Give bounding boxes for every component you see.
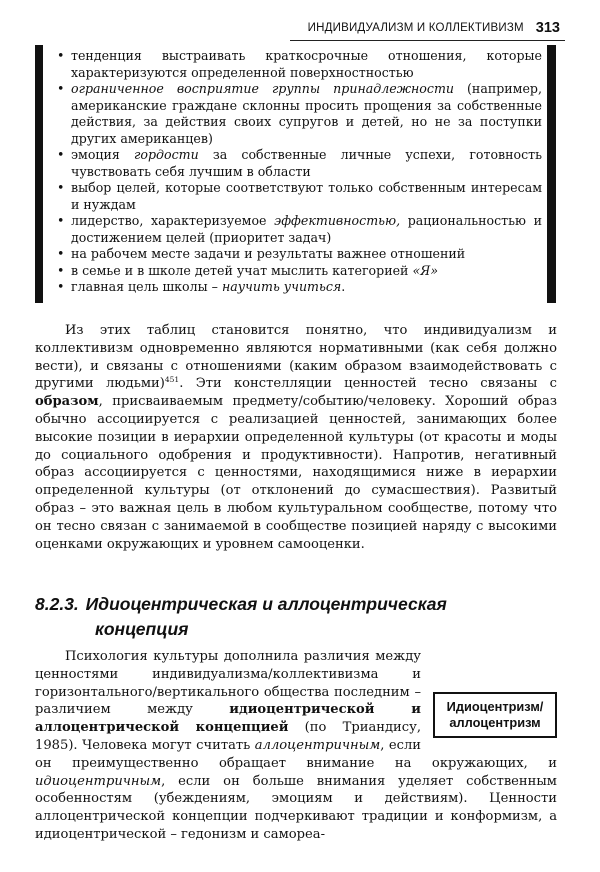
bullet-list [57, 48, 542, 296]
bullet-item: • лидерство, характеризуемое эффективностью, рациональностью и достижением целей (приоритет задач) [57, 213, 542, 246]
body-paragraph-1: Из этих таблиц становится понятно, что индивидуализм и коллективизм одновременно являются нормативными (как себя должно вести), и связаны с отношениями (каким образом взаимодействовать с другими людьми)$^{451}$. Эти констелляции ценностей тесно связаны с образом, присваиваемым предмету/событию/человеку. Хороший образ обычно ассоциируется с реализацией ценностей, занимающих более высокие позиции в иерархии определенной культуры (от красоты и моды до социального одобрения и продуктивности). Напротив, негативный образ ассоциируется с ценностями, находящимися ниже в иерархии определенной культуры (от отклонений до сумасшествия). Развитый образ – это важная цель в любом культуральном сообществе, потому что он тесно связан с занимаемой в сообществе позицией наряду с высокими оценками окружающих и уровнем самооценки. [35, 323, 557, 552]
margin-note-box [433, 692, 557, 738]
header-rule [290, 40, 565, 41]
section-title-line2: концепция [95, 619, 189, 639]
bullet-item: • главная цель школы – научить учиться. [57, 279, 542, 296]
page-header [300, 16, 560, 40]
bullet-item: • ограниченное восприятие группы принадлежности (например, американские граждане склонны просить прощения за собственные действия, за действия своих супругов и детей, но не за поступки других американцев) [57, 81, 542, 147]
margin-note-line2: аллоцентризм [449, 715, 541, 730]
sidebar-bar-left [35, 45, 43, 303]
running-title: ИНДИВИДУАЛИЗМ И КОЛЛЕКТИВИЗМ [307, 22, 524, 34]
bullet-item: • выбор целей, которые соответствуют только собственным интересам и нуждам [57, 180, 542, 213]
bullet-item: • в семье и в школе детей учат мыслить категорией «Я» [57, 263, 542, 280]
bullet-item: • тенденция выстраивать краткосрочные отношения, которые характеризуются определенной поверхностностью [57, 48, 542, 81]
bullet-item: • эмоция гордости за собственные личные успехи, готовность чувствовать себя лучшим в области [57, 147, 542, 180]
bold-term-concept: идиоцентрической и аллоцентрической концепцией [35, 702, 421, 736]
page-number: 313 [535, 20, 560, 36]
margin-note-line1: Идиоцентризм/ [446, 699, 544, 714]
section-number: 8.2.3. [35, 594, 79, 614]
footnote-ref: 451 [164, 375, 180, 385]
sidebar-bar-right [547, 45, 556, 303]
section-heading [35, 592, 515, 642]
bold-term-obraz: образом [35, 394, 99, 410]
body-paragraph-2: Идиоцентризм/ аллоцентризм Психология культуры дополнила различия между ценностями индивидуализма/коллективизма и горизонтального/вертикального общества последним – различием между идиоцентрической и аллоцентрической концепцией (по Триандису, 1985). Человека могут считать аллоцентричным, если он преимущественно обращает внимание на окружающих, и идиоцентричным, если он больше внимания уделяет собственным особенностям (убеждениям, эмоциям и действиям). Ценности аллоцентрической концепции подчеркивают традиции и конформизм, а идиоцентрической – гедонизм и самореа- [35, 649, 557, 842]
section-title-line1: Идиоцентрическая и аллоцентрическая [85, 594, 447, 614]
bullet-item: • на рабочем месте задачи и результаты важнее отношений [57, 246, 542, 263]
